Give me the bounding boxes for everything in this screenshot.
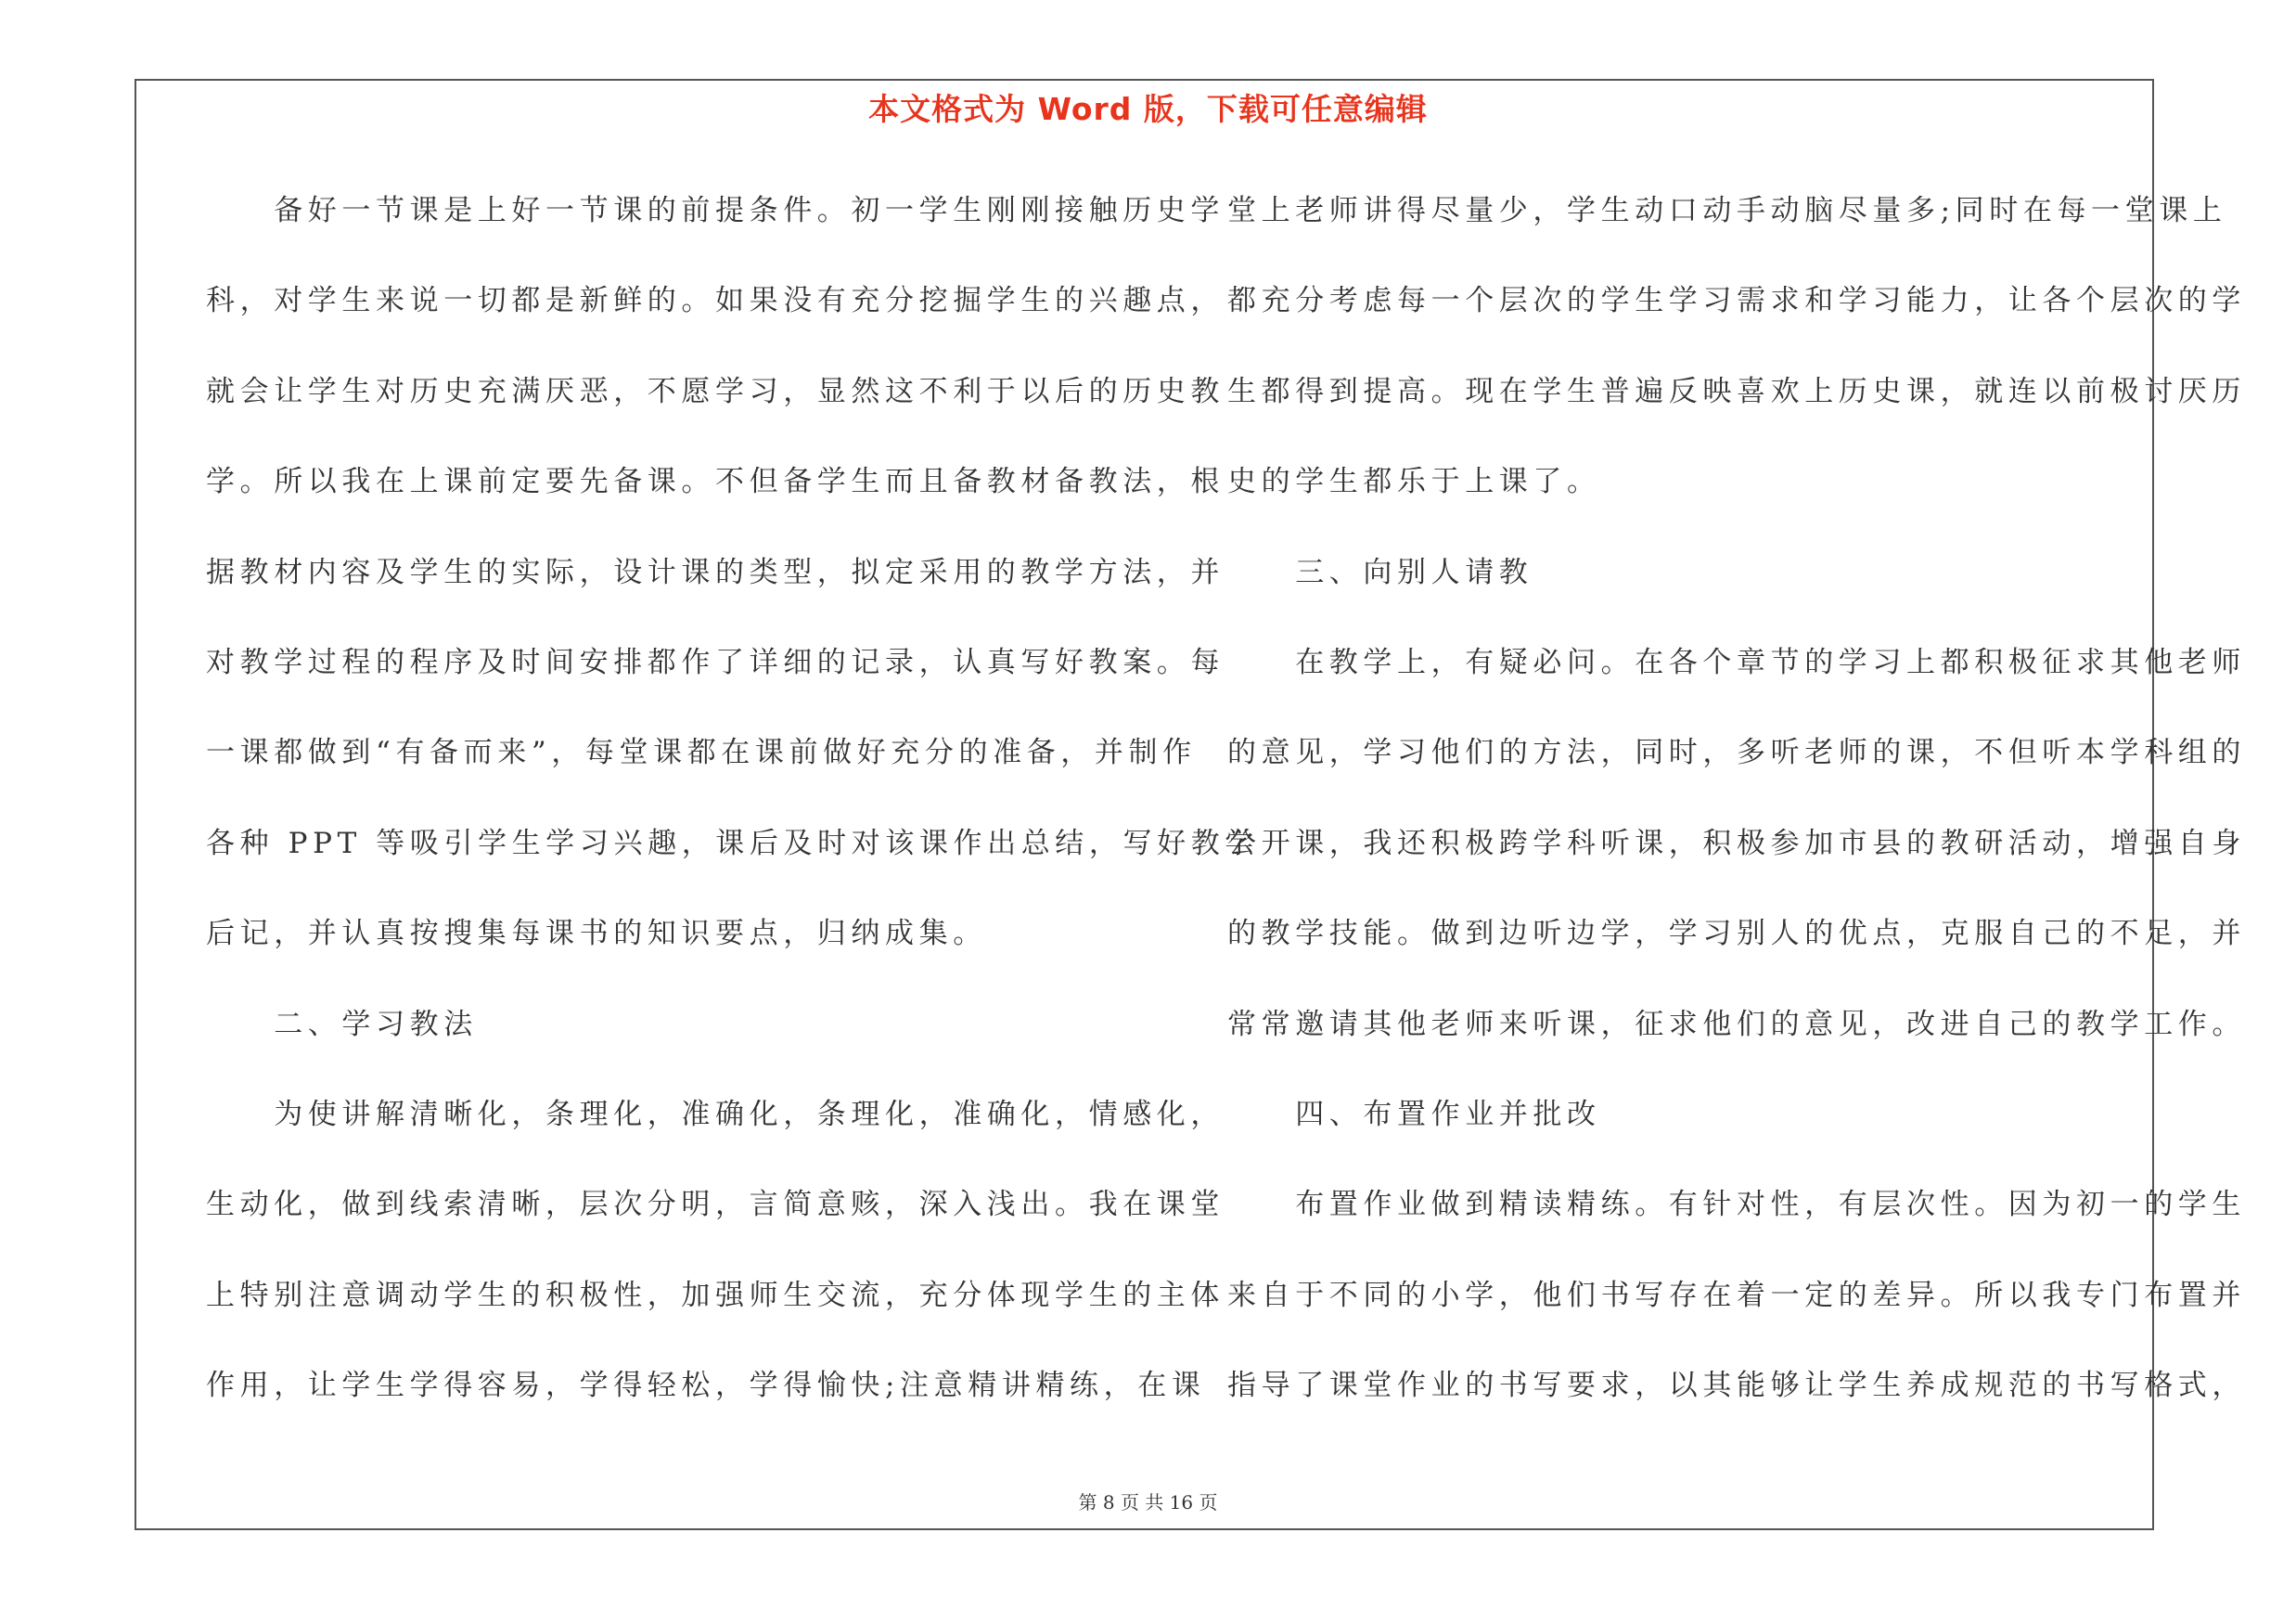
text-line: 常常邀请其他老师来听课，征求他们的意见，改进自己的教学工作。 bbox=[1227, 1007, 2246, 1041]
page-number: 第 8 页 共 16 页 bbox=[1078, 1491, 1218, 1514]
text-line: 三、向别人请教 bbox=[1227, 555, 1533, 589]
left-text-column bbox=[206, 183, 1259, 1448]
text-line: 为使讲解清晰化，条理化，准确化，条理化，准确化，情感化， bbox=[206, 1097, 1225, 1131]
text-line: 史的学生都乐于上课了。 bbox=[1227, 465, 1601, 499]
text-line: 公开课，我还积极跨学科听课，积极参加市县的教研活动，增强自身 bbox=[1227, 826, 2246, 860]
text-line: 的意见，学习他们的方法，同时，多听老师的课，不但听本学科组的 bbox=[1227, 736, 2246, 770]
text-line: 对教学过程的程序及时间安排都作了详细的记录，认真写好教案。每 bbox=[206, 645, 1225, 679]
text-line: 据教材内容及学生的实际，设计课的类型，拟定采用的教学方法，并 bbox=[206, 555, 1225, 589]
format-notice-banner: 本文格式为 Word 版，下载可任意编辑 bbox=[868, 91, 1428, 127]
right-text-column bbox=[1227, 183, 2246, 1448]
text-line: 生动化，做到线索清晰，层次分明，言简意赅，深入浅出。我在课堂 bbox=[206, 1188, 1225, 1222]
text-line: 作用，让学生学得容易，学得轻松，学得愉快;注意精讲精练，在课 bbox=[206, 1369, 1206, 1403]
text-line: 的教学技能。做到边听边学，学习别人的优点，克服自己的不足，并 bbox=[1227, 917, 2246, 951]
text-line: 备好一节课是上好一节课的前提条件。初一学生刚刚接触历史学 bbox=[206, 194, 1225, 227]
text-line: 堂上老师讲得尽量少，学生动口动手动脑尽量多;同时在每一堂课上 bbox=[1227, 194, 2227, 227]
text-line: 指导了课堂作业的书写要求，以其能够让学生养成规范的书写格式， bbox=[1227, 1369, 2246, 1403]
text-line: 学。所以我在上课前定要先备课。不但备学生而且备教材备教法，根 bbox=[206, 465, 1225, 499]
text-line: 布置作业做到精读精练。有针对性，有层次性。因为初一的学生 bbox=[1227, 1188, 2246, 1222]
text-line: 各种 PPT 等吸引学生学习兴趣，课后及时对该课作出总结，写好教学 bbox=[206, 826, 1259, 860]
text-line: 来自于不同的小学，他们书写存在着一定的差异。所以我专门布置并 bbox=[1227, 1278, 2246, 1312]
text-line: 在教学上，有疑必问。在各个章节的学习上都积极征求其他老师 bbox=[1227, 645, 2246, 679]
text-line: 四、布置作业并批改 bbox=[1227, 1097, 1601, 1131]
text-line: 后记，并认真按搜集每课书的知识要点，归纳成集。 bbox=[206, 917, 987, 951]
text-line: 一课都做到“有备而来”，每堂课都在课前做好充分的准备，并制作 bbox=[206, 736, 1197, 770]
text-line: 生都得到提高。现在学生普遍反映喜欢上历史课，就连以前极讨厌历 bbox=[1227, 374, 2246, 408]
text-line: 就会让学生对历史充满厌恶，不愿学习，显然这不利于以后的历史教 bbox=[206, 374, 1225, 408]
text-line: 都充分考虑每一个层次的学生学习需求和学习能力，让各个层次的学 bbox=[1227, 284, 2246, 318]
text-line: 上特别注意调动学生的积极性，加强师生交流，充分体现学生的主体 bbox=[206, 1278, 1225, 1312]
text-line: 科，对学生来说一切都是新鲜的。如果没有充分挖掘学生的兴趣点， bbox=[206, 284, 1225, 318]
text-line: 二、学习教法 bbox=[206, 1007, 478, 1041]
